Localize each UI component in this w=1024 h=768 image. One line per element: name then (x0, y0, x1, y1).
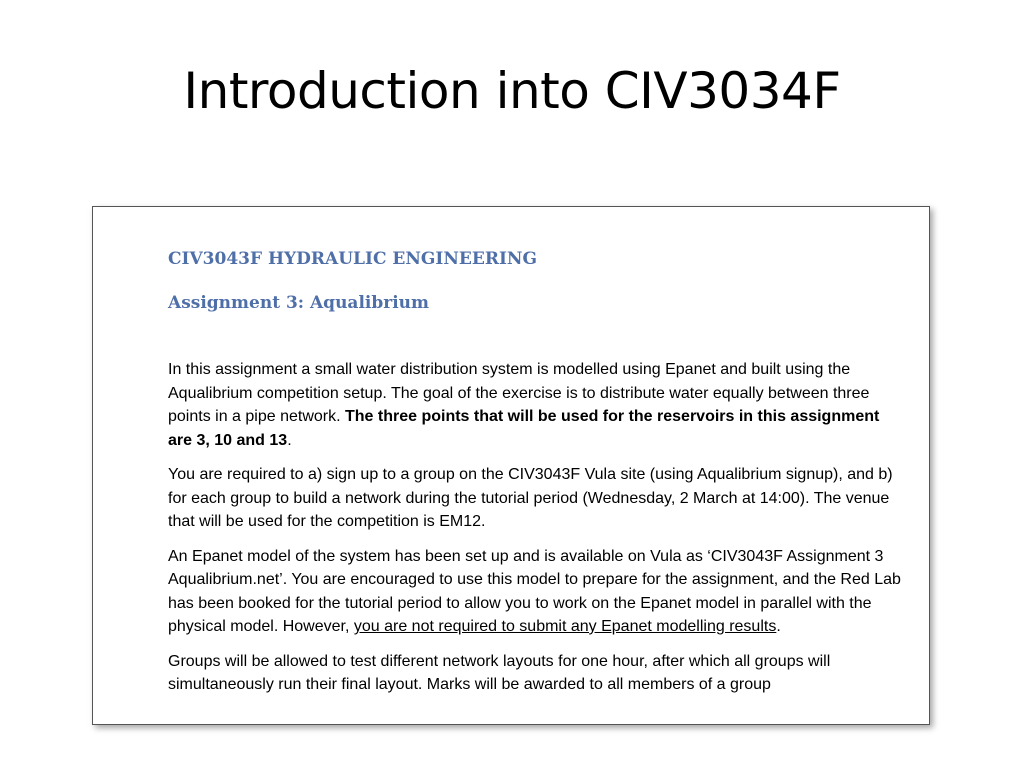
paragraph-intro-bold: The three points that will be used for the reservoirs in this assignment are 3, 10 and 13 (168, 408, 880, 449)
document-content (168, 245, 904, 697)
paragraph-epanet (168, 545, 904, 639)
course-heading: CIV3043F HYDRAULIC ENGINEERING (168, 249, 537, 269)
paragraph-epanet-end: . (776, 618, 781, 635)
paragraph-intro (168, 358, 904, 452)
paragraph-epanet-underline: you are not required to submit any Epanet modelling results (353, 618, 777, 635)
paragraph-intro-end: . (287, 431, 292, 449)
assignment-heading: Assignment 3: Aqualibrium (168, 293, 430, 313)
paragraph-intro-text: In this assignment a small water distribution system is modelled using Epanet and built using the Aqualibrium competition setup. The goal of the exercise is to distribute water equally between three points in a pipe network. (168, 361, 870, 425)
paragraph-epanet-text: An Epanet model of the system has been set up and is available on Vula as ‘CIV3043F Assignment 3 Aqualibrium.net’. You are encouraged to use this model to prepare for the assignment, and the Red Lab has been booked for the tutorial period to allow you to work on the Epanet model in parallel with the physical model. However, (168, 547, 901, 635)
paragraph-requirements: You are required to a) sign up to a group on the CIV3043F Vula site (using Aqualibrium signup), and b) for each group to build a network during the tutorial period (Wednesday, 2 March at 14:00). The venue that will be used for the competition is EM12. (168, 466, 893, 530)
document-screenshot (92, 206, 930, 725)
slide-title: Introduction into CIV3034F (183, 62, 841, 120)
paragraph-groups: Groups will be allowed to test different network layouts for one hour, after which all groups will simultaneously run their final layout. Marks will be awarded to all members of a group (168, 652, 831, 693)
